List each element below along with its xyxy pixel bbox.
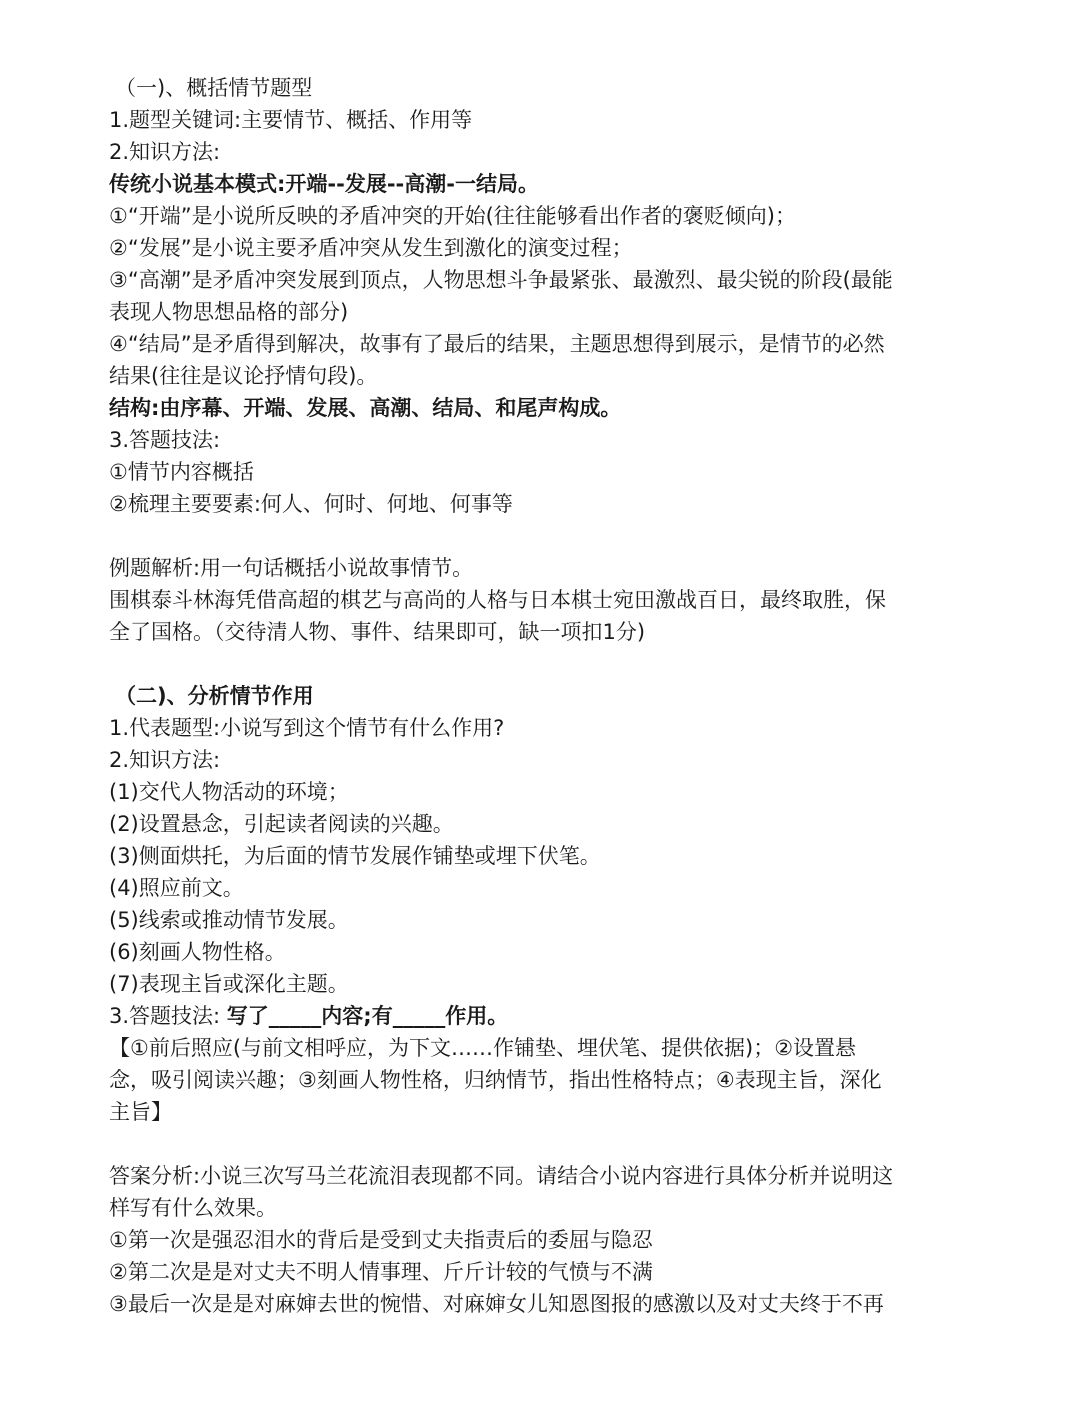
bold-template: 写了_____内容;有_____作用。 <box>226 1004 509 1028</box>
paragraph: ①“开端”是小说所反映的矛盾冲突的开始(往往能够看出作者的褒贬倾向)； <box>109 204 796 228</box>
paragraph: 1.题型关键词:主要情节、概括、作用等 <box>109 108 473 132</box>
paragraph: 主旨】 <box>109 1100 172 1124</box>
list-item: (7)表现主旨或深化主题。 <box>109 972 349 996</box>
list-item: ①第一次是强忍泪水的背后是受到丈夫指责后的委屈与隐忍 <box>109 1228 653 1252</box>
list-item: (3)侧面烘托，为后面的情节发展作铺垫或埋下伏笔。 <box>109 844 601 868</box>
paragraph: 围棋泰斗林海凭借高超的棋艺与高尚的人格与日本棋士宛田激战百日，最终取胜，保 <box>109 588 886 612</box>
label-text: 3.答题技法: <box>109 1004 227 1028</box>
document-body <box>109 72 969 1320</box>
paragraph: 【①前后照应(与前文相呼应，为下文……作铺垫、埋伏笔、提供依据)；②设置悬 <box>109 1036 857 1060</box>
list-item: (1)交代人物活动的环境； <box>109 780 349 804</box>
paragraph: ②梳理主要要素:何人、何时、何地、何事等 <box>109 492 513 516</box>
example-title: 例题解析:用一句话概括小说故事情节。 <box>109 556 474 580</box>
paragraph: 念，吸引阅读兴趣；③刻画人物性格，归纳情节，指出性格特点；④表现主旨，深化 <box>109 1068 882 1092</box>
paragraph: 全了国格。（交待清人物、事件、结果即可，缺一项扣1分) <box>109 620 646 644</box>
list-item: ②第二次是是对丈夫不明人情事理、斤斤计较的气愤与不满 <box>109 1260 653 1284</box>
section-heading-1: （一)、概括情节题型 <box>115 76 313 100</box>
list-item: (6)刻画人物性格。 <box>109 940 286 964</box>
spacer <box>109 520 969 552</box>
paragraph: 答案分析:小说三次写马兰花流泪表现都不同。请结合小说内容进行具体分析并说明这 <box>109 1164 894 1188</box>
list-item: (2)设置悬念，引起读者阅读的兴趣。 <box>109 812 454 836</box>
bold-paragraph: 传统小说基本模式:开端--发展--高潮-一结局。 <box>109 172 539 196</box>
paragraph: 表现人物思想品格的部分) <box>109 300 349 324</box>
paragraph: 1.代表题型:小说写到这个情节有什么作用? <box>109 716 505 740</box>
paragraph <box>109 1000 969 1032</box>
bold-paragraph: 结构:由序幕、开端、发展、高潮、结局、和尾声构成。 <box>109 396 622 420</box>
spacer <box>109 648 969 680</box>
paragraph: ②“发展”是小说主要矛盾冲突从发生到激化的演变过程； <box>109 236 633 260</box>
section-heading-2: （二)、分析情节作用 <box>115 684 314 708</box>
spacer <box>109 1128 969 1160</box>
list-item: (4)照应前文。 <box>109 876 244 900</box>
paragraph: ④“结局”是矛盾得到解决，故事有了最后的结果，主题思想得到展示，是情节的必然 <box>109 332 885 356</box>
paragraph: 2.知识方法: <box>109 140 221 164</box>
list-item: ③最后一次是是对麻婶去世的惋惜、对麻婶女儿知恩图报的感激以及对丈夫终于不再 <box>109 1292 884 1316</box>
paragraph: 样写有什么效果。 <box>109 1196 277 1220</box>
paragraph: ①情节内容概括 <box>109 460 254 484</box>
paragraph: 3.答题技法: <box>109 428 221 452</box>
paragraph: 2.知识方法: <box>109 748 221 772</box>
paragraph: 结果(往往是议论抒情句段)。 <box>109 364 378 388</box>
list-item: (5)线索或推动情节发展。 <box>109 908 349 932</box>
paragraph: ③“高潮”是矛盾冲突发展到顶点，人物思想斗争最紧张、最激烈、最尖锐的阶段(最能 <box>109 268 893 292</box>
